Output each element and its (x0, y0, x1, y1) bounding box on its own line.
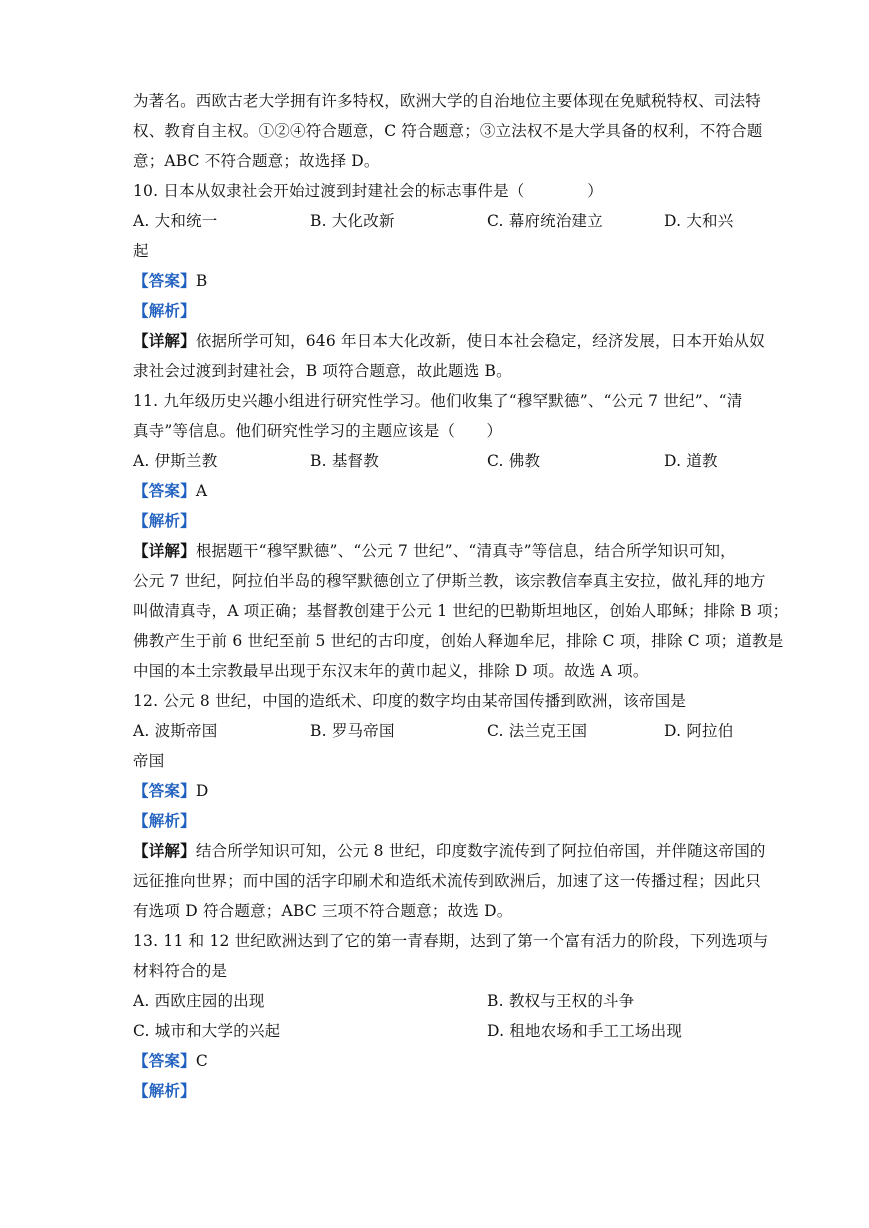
q11-detail-line-3: 叫做清真寺，A 项正确；基督教创建于公元 1 世纪的巴勒斯坦地区，创始人耶稣；排除 B 项； (133, 602, 789, 620)
q13-stem-line-2: 材料符合的是 (133, 962, 228, 980)
analysis-label: 【解析】 (133, 511, 196, 530)
q13-option-d: D. 租地农场和手工工场出现 (487, 1022, 683, 1040)
q11-option-b: B. 基督教 (310, 452, 379, 470)
q10-option-c: C. 幕府统治建立 (487, 212, 603, 230)
q10-stem: 10. 日本从奴隶社会开始过渡到封建社会的标志事件是（ ） (133, 182, 603, 200)
intro-line-3: 意；ABC 不符合题意；故选择 D。 (133, 152, 380, 170)
answer-label: 【答案】 (133, 271, 196, 290)
q10-option-b: B. 大化改新 (310, 212, 395, 230)
analysis-label: 【解析】 (133, 811, 196, 830)
q10-option-a: A. 大和统一 (133, 212, 218, 230)
q12-option-b: B. 罗马帝国 (310, 722, 395, 740)
q10-answer (133, 271, 207, 291)
q10-detail-line-1 (133, 331, 765, 351)
q12-detail-line-1 (133, 841, 766, 861)
q11-detail-line-4: 佛教产生于前 6 世纪至前 5 世纪的古印度，创始人释迦牟尼，排除 C 项，排除 C 项；道教是 (133, 632, 784, 650)
q11-analysis-label (133, 511, 196, 531)
q12-option-d: D. 阿拉伯 (664, 722, 734, 740)
analysis-label: 【解析】 (133, 301, 196, 320)
detail-text: 结合所学知识可知，公元 8 世纪，印度数字流传到了阿拉伯帝国，并伴随这帝国的 (195, 842, 766, 860)
q12-stem: 12. 公元 8 世纪，中国的造纸术、印度的数字均由某帝国传播到欧洲，该帝国是 (133, 692, 687, 710)
answer-value: D (195, 782, 209, 800)
q10-option-d: D. 大和兴 (664, 212, 734, 230)
q11-answer (133, 481, 207, 501)
intro-line-1: 为著名。西欧古老大学拥有许多特权，欧洲大学的自治地位主要体现在免赋税特权、司法特 (133, 92, 762, 110)
detail-label: 【详解】 (133, 841, 196, 860)
q11-option-c: C. 佛教 (487, 452, 541, 470)
detail-label: 【详解】 (133, 331, 196, 350)
q11-option-a: A. 伊斯兰教 (133, 452, 218, 470)
q12-analysis-label (133, 811, 196, 831)
answer-label: 【答案】 (133, 1051, 196, 1070)
q12-option-a: A. 波斯帝国 (133, 722, 218, 740)
q13-answer (133, 1051, 208, 1071)
q11-option-d: D. 道教 (664, 452, 718, 470)
q10-analysis-label (133, 301, 196, 321)
q11-detail-line-5: 中国的本土宗教最早出现于东汉末年的黄巾起义，排除 D 项。故选 A 项。 (133, 662, 649, 680)
analysis-label: 【解析】 (133, 1081, 196, 1100)
q13-option-c: C. 城市和大学的兴起 (133, 1022, 281, 1040)
answer-value: C (195, 1052, 208, 1070)
answer-value: A (195, 482, 208, 500)
detail-text: 根据题干“穆罕默德”、“公元 7 世纪”、“清真寺”等信息，结合所学知识可知， (195, 542, 736, 560)
answer-label: 【答案】 (133, 781, 196, 800)
detail-label: 【详解】 (133, 541, 196, 560)
q12-answer (133, 781, 208, 801)
q11-stem-line-1: 11. 九年级历史兴趣小组进行研究性学习。他们收集了“穆罕默德”、“公元 7 世纪”、“清 (133, 392, 743, 410)
answer-label: 【答案】 (133, 481, 196, 500)
q12-detail-line-3: 有选项 D 符合题意；ABC 三项不符合题意；故选 D。 (133, 902, 513, 920)
q13-option-b: B. 教权与王权的斗争 (487, 992, 635, 1010)
q10-option-d-wrap: 起 (133, 242, 149, 260)
intro-line-2: 权、教育自主权。①②④符合题意，C 符合题意；③立法权不是大学具备的权利，不符合题 (133, 122, 763, 140)
q11-stem-line-2: 真寺”等信息。他们研究性学习的主题应该是（ ） (133, 422, 503, 440)
q10-detail-line-2: 隶社会过渡到封建社会，B 项符合题意，故此题选 B。 (133, 362, 512, 380)
q13-analysis-label (133, 1081, 196, 1101)
q11-detail-line-2: 公元 7 世纪，阿拉伯半岛的穆罕默德创立了伊斯兰教，该宗教信奉真主安拉，做礼拜的地方 (133, 572, 766, 590)
detail-text: 依据所学可知，646 年日本大化改新，使日本社会稳定，经济发展，日本开始从奴 (195, 332, 765, 350)
q13-stem-line-1: 13. 11 和 12 世纪欧洲达到了它的第一青春期，达到了第一个富有活力的阶段，下列选项与 (133, 932, 769, 950)
q12-option-c: C. 法兰克王国 (487, 722, 588, 740)
q13-option-a: A. 西欧庄园的出现 (133, 992, 265, 1010)
answer-value: B (195, 272, 208, 290)
q11-detail-line-1 (133, 541, 736, 561)
q12-option-d-wrap: 帝国 (133, 752, 165, 770)
q12-detail-line-2: 远征推向世界；而中国的活字印刷术和造纸术流传到欧洲后，加速了这一传播过程；因此只 (133, 872, 762, 890)
